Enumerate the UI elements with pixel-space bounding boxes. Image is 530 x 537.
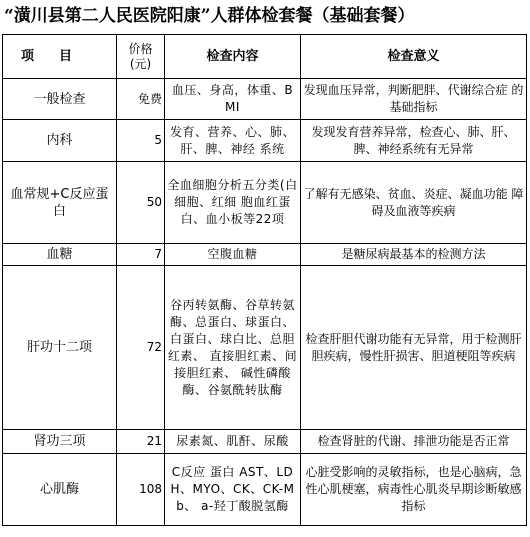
- header-name: 项 目: [3, 35, 117, 79]
- table-header-row: [3, 35, 527, 79]
- table-row: [3, 454, 527, 526]
- item-content: 血压、身高，体重、BMI: [165, 79, 301, 120]
- table-row: [3, 120, 527, 162]
- item-content: 尿素氮、肌酐、尿酸: [165, 430, 301, 454]
- item-price: 108: [117, 454, 165, 526]
- item-content: 谷丙转氨酶、谷草转氨酶、总蛋白、球蛋白、白蛋白、球白比、总胆红素、 直接胆红素、间接胆红素、 碱性磷酸酶、谷氨酰转肽酶: [165, 266, 301, 430]
- item-name: 肝功十二项: [3, 266, 117, 430]
- table-row: [3, 244, 527, 266]
- item-meaning: 发现发育营养异常，检查心、肺、肝、 脾、神经系统有无异常: [301, 120, 527, 162]
- item-name: 血常规+C反应蛋白: [3, 162, 117, 244]
- item-name: 一般检查: [3, 79, 117, 120]
- checkup-package-table: [2, 34, 527, 526]
- header-price: 价格(元): [117, 35, 165, 79]
- item-price: 免费: [117, 79, 165, 120]
- table-row: [3, 79, 527, 120]
- header-meaning: 检查意义: [301, 35, 527, 79]
- item-price: 21: [117, 430, 165, 454]
- item-price: 72: [117, 266, 165, 430]
- item-price: 5: [117, 120, 165, 162]
- item-price: 7: [117, 244, 165, 266]
- item-meaning: 是糖尿病最基本的检测方法: [301, 244, 527, 266]
- item-content: 发育、营养、心、肺、肝、脾、神经 系统: [165, 120, 301, 162]
- item-price: 50: [117, 162, 165, 244]
- item-meaning: 检查肾脏的代谢、排泄功能是否正常: [301, 430, 527, 454]
- item-meaning: 心脏受影响的灵敏指标，也是心脑病，急性心肌梗塞，病毒性心肌炎早期诊断敏感指标: [301, 454, 527, 526]
- item-meaning: 检查肝胆代谢功能有无异常，用于检测肝胆疾病，慢性肝损害、胆道梗阻等疾病: [301, 266, 527, 430]
- table-row: [3, 266, 527, 430]
- item-name: 心肌酶: [3, 454, 117, 526]
- table-row: [3, 162, 527, 244]
- header-content: 检查内容: [165, 35, 301, 79]
- table-row: [3, 430, 527, 454]
- item-name: 内科: [3, 120, 117, 162]
- item-name: 血糖: [3, 244, 117, 266]
- item-name: 肾功三项: [3, 430, 117, 454]
- item-content: 全血细胞分析五分类(白细胞、红细 胞血红蛋白、血小板等22项: [165, 162, 301, 244]
- item-content: C反应 蛋白 AST、LDH、MYO、CK、CK-Mb、 a-羟丁酸脱氢酶: [165, 454, 301, 526]
- item-meaning: 发现血压异常，判断肥胖、代谢综合症 的基础指标: [301, 79, 527, 120]
- page-title: “潢川县第二人民医院阳康”人群体检套餐（基础套餐）: [4, 6, 415, 26]
- item-meaning: 了解有无感染、贫血、炎症、凝血功能 障碍及血液等疾病: [301, 162, 527, 244]
- item-content: 空腹血糖: [165, 244, 301, 266]
